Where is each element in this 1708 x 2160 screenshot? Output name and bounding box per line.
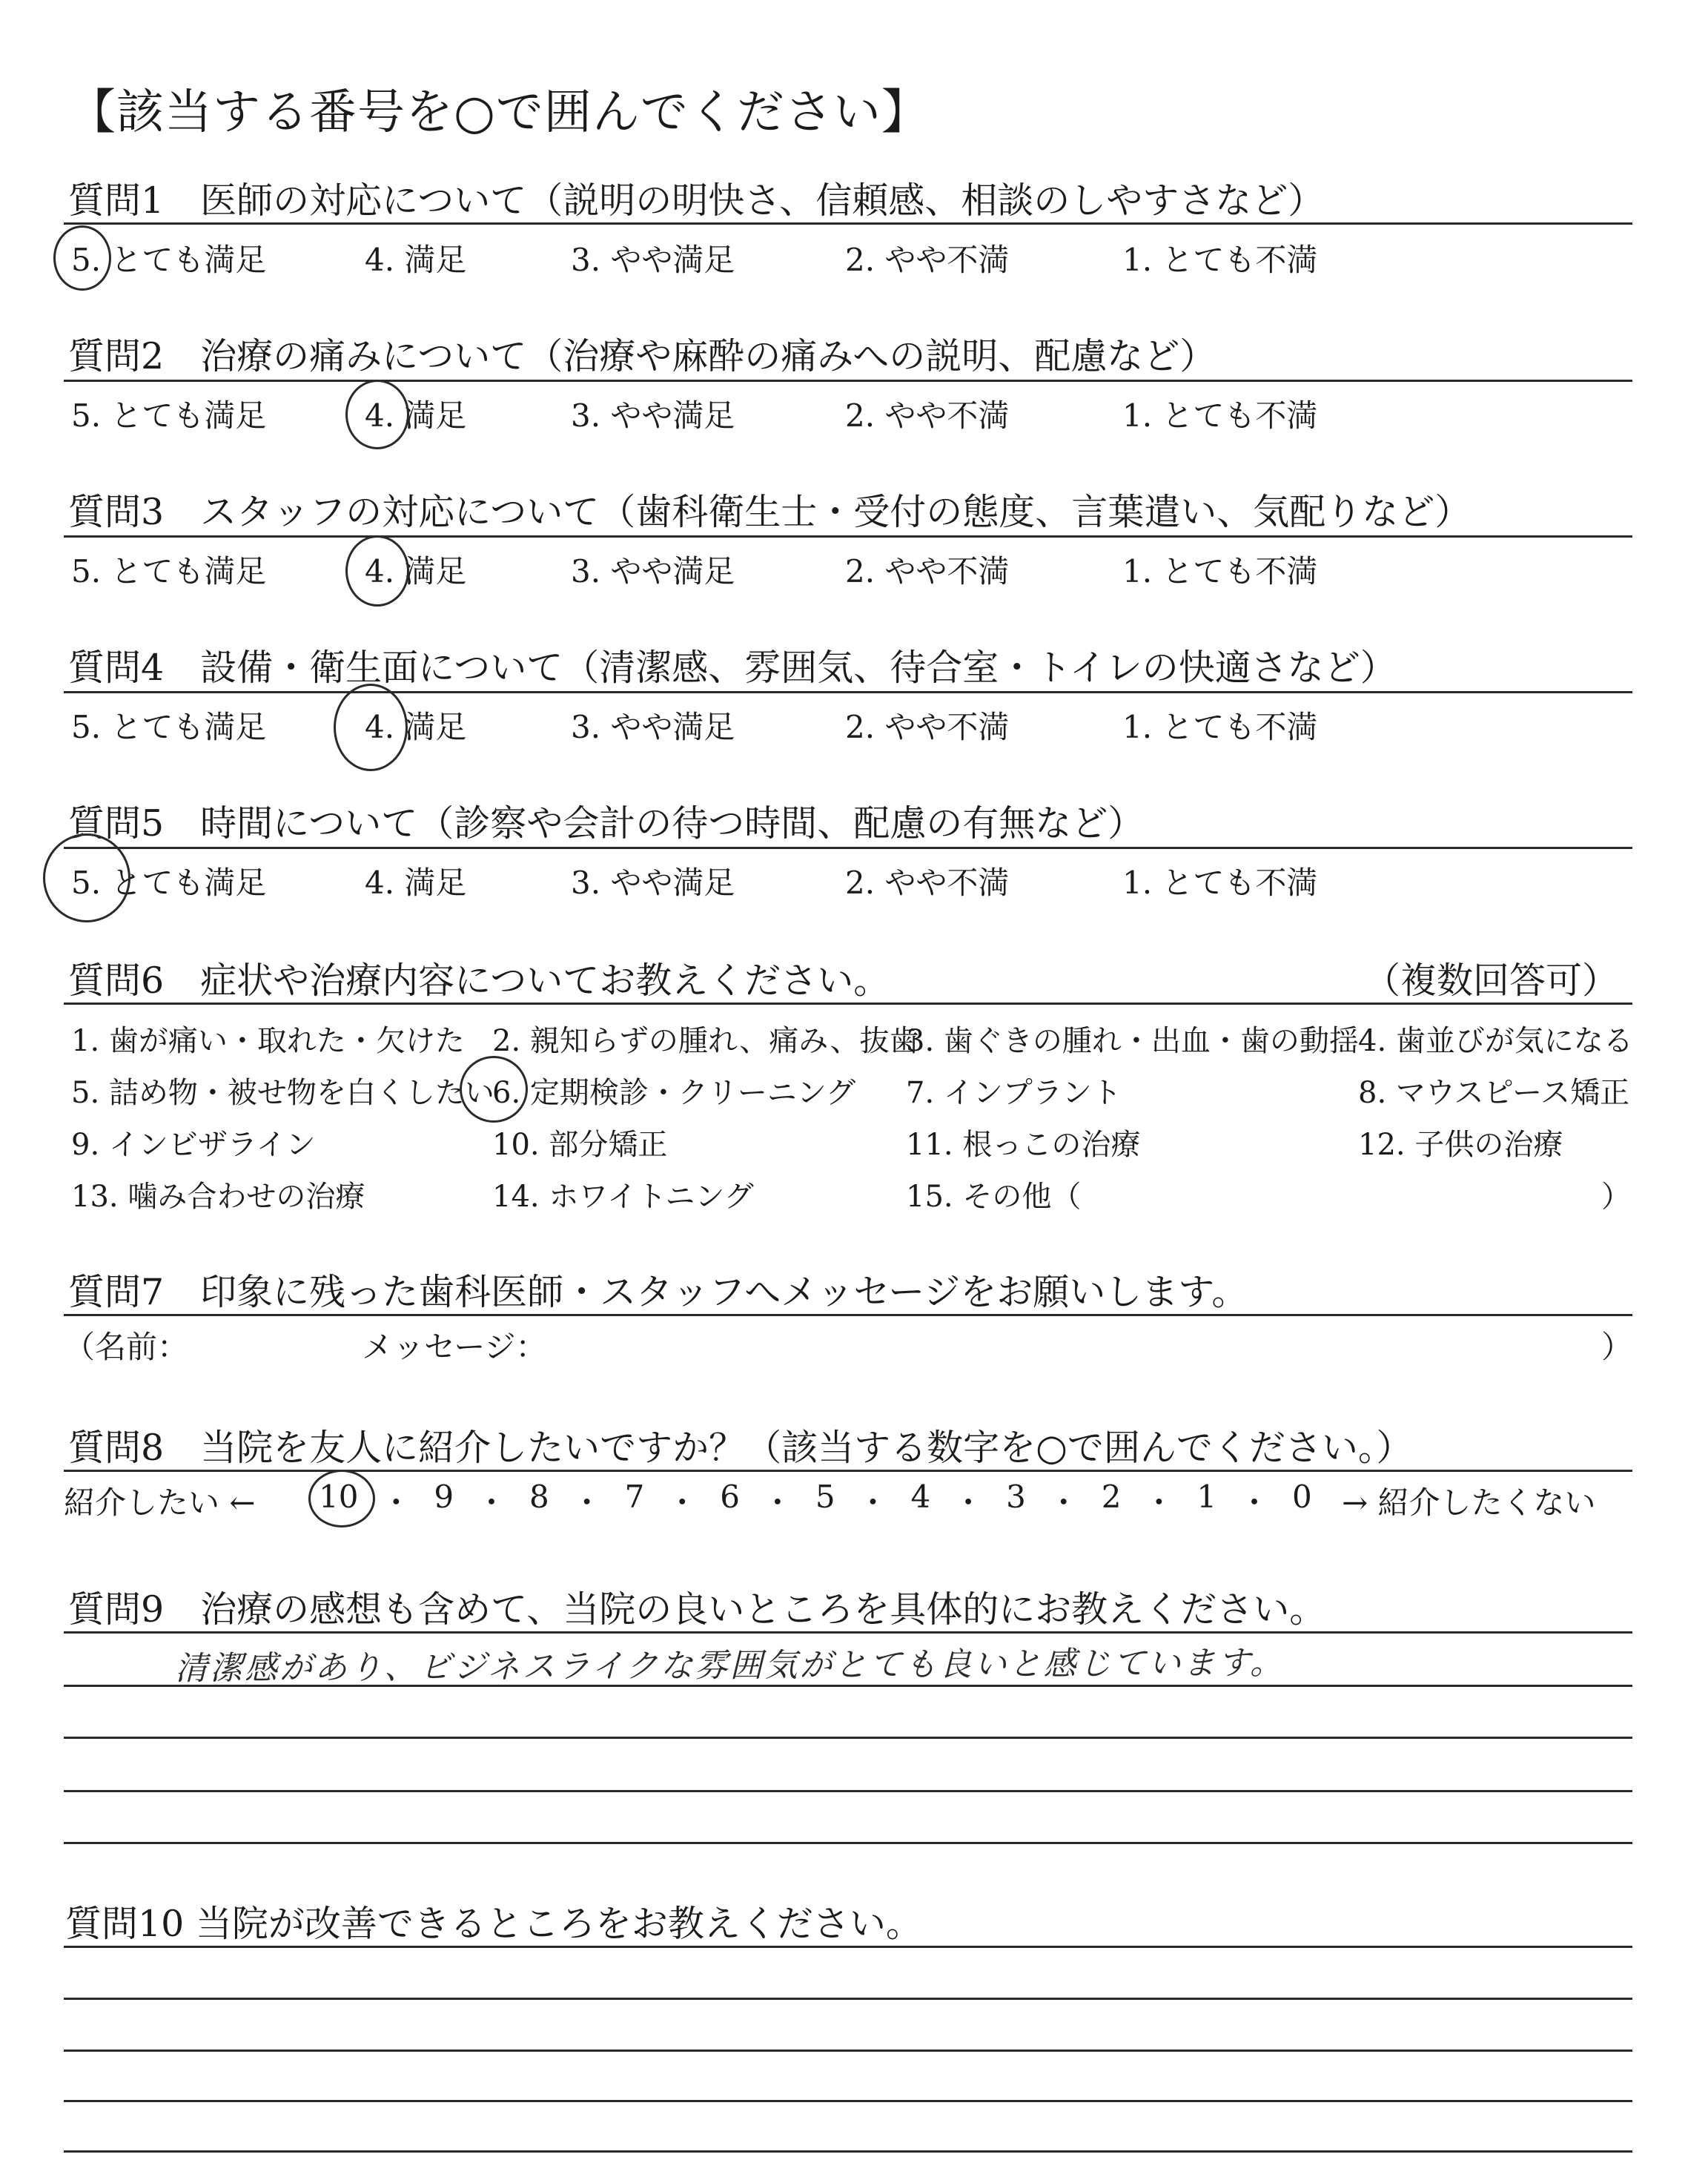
q1-option-2[interactable]: 2. やや不満 <box>845 242 1010 278</box>
scale-3[interactable]: 3 <box>1006 1479 1026 1515</box>
question-6: 質問6 症状や治療内容についてお教えください。 <box>68 960 890 1002</box>
q6-option-2[interactable]: 2. 親知らずの腫れ、痛み、抜歯 <box>492 1024 919 1058</box>
question-4: 質問4 設備・衛生面について（清潔感、雰囲気、待合室・トイレの快適さなど） <box>68 647 1397 689</box>
scale-4[interactable]: 4 <box>910 1479 931 1515</box>
q5-option-5[interactable]: 5. とても満足 <box>71 865 267 901</box>
recommend-scale <box>319 1479 1312 1523</box>
not-recommend-label: → 紹介したくない <box>1342 1484 1596 1521</box>
selection-circle <box>460 1056 528 1123</box>
page-title: 【該当する番号を○で囲んでください】 <box>68 85 930 140</box>
q6-option-10[interactable]: 10. 部分矯正 <box>492 1128 668 1162</box>
q6-option-14[interactable]: 14. ホワイトニング <box>492 1180 754 1214</box>
q3-option-3[interactable]: 3. やや満足 <box>571 553 735 589</box>
scale-8[interactable]: 8 <box>529 1479 549 1515</box>
question-10: 質問10 当院が改善できるところをお教えください。 <box>65 1903 922 1945</box>
selection-circle <box>308 1470 375 1527</box>
scale-dot: ・ <box>380 1484 412 1521</box>
q6-option-13[interactable]: 13. 噛み合わせの治療 <box>71 1180 365 1214</box>
q6-option-12[interactable]: 12. 子供の治療 <box>1358 1128 1563 1162</box>
divider <box>64 691 1632 693</box>
q3-option-5[interactable]: 5. とても満足 <box>71 553 267 589</box>
scale-dot: ・ <box>571 1484 603 1521</box>
message-close-paren: ） <box>1601 1329 1633 1365</box>
q5-option-1[interactable]: 1. とても不満 <box>1122 865 1318 901</box>
answer-line <box>64 1737 1632 1739</box>
other-close-paren: ） <box>1601 1180 1631 1214</box>
scale-0[interactable]: 0 <box>1291 1479 1312 1515</box>
q6-option-15[interactable]: 15. その他（ <box>906 1180 1082 1214</box>
question-3: 質問3 スタッフの対応について（歯科衛生士・受付の態度、言葉遣い、気配りなど） <box>68 491 1472 533</box>
handwritten-answer: 清潔感があり、ビジネスライクな雰囲気がとても良いと感じています。 <box>174 1644 1285 1688</box>
scale-9[interactable]: 9 <box>434 1479 454 1515</box>
divider <box>64 847 1632 849</box>
question-9: 質問9 治療の感想も含めて、当院の良いところを具体的にお教えください。 <box>68 1588 1326 1631</box>
answer-line <box>64 2050 1632 2052</box>
q4-option-3[interactable]: 3. やや満足 <box>571 709 735 745</box>
q6-option-6[interactable]: 6. 定期検診・クリーニング <box>492 1076 856 1110</box>
q1-option-5[interactable]: 5. とても満足 <box>71 242 267 278</box>
q1-option-3[interactable]: 3. やや満足 <box>571 242 735 278</box>
q6-option-5[interactable]: 5. 詰め物・被せ物を白くしたい <box>71 1076 494 1110</box>
q6-option-3[interactable]: 3. 歯ぐきの腫れ・出血・歯の動揺 <box>906 1024 1359 1058</box>
scale-7[interactable]: 7 <box>624 1479 645 1515</box>
divider <box>64 1631 1632 1634</box>
q4-option-4[interactable]: 4. 満足 <box>365 709 467 745</box>
q3-option-4[interactable]: 4. 満足 <box>365 553 467 589</box>
name-label: （名前： <box>64 1329 189 1365</box>
q2-option-1[interactable]: 1. とても不満 <box>1122 397 1318 434</box>
q3-option-1[interactable]: 1. とても不満 <box>1122 553 1318 589</box>
q2-option-5[interactable]: 5. とても満足 <box>71 397 267 434</box>
divider <box>64 222 1632 225</box>
q6-option-8[interactable]: 8. マウスピース矯正 <box>1358 1076 1630 1110</box>
answer-line <box>64 1946 1632 1948</box>
scale-10[interactable]: 10 <box>319 1479 359 1515</box>
scale-6[interactable]: 6 <box>720 1479 740 1515</box>
q2-option-3[interactable]: 3. やや満足 <box>571 397 735 434</box>
answer-line <box>64 1998 1632 2000</box>
selection-circle <box>53 225 111 291</box>
scale-1[interactable]: 1 <box>1196 1479 1217 1515</box>
scale-dot: ・ <box>476 1484 508 1521</box>
selection-circle <box>345 535 409 607</box>
divider <box>64 1470 1632 1472</box>
answer-line <box>64 1842 1632 1844</box>
recommend-label: 紹介したい ← <box>64 1484 256 1521</box>
q4-option-5[interactable]: 5. とても満足 <box>71 709 267 745</box>
question-2: 質問2 治療の痛みについて（治療や麻酔の痛みへの説明、配慮など） <box>68 335 1217 377</box>
scale-dot: ・ <box>666 1484 698 1521</box>
question-1: 質問1 医師の対応について（説明の明快さ、信頼感、相談のしやすさなど） <box>68 179 1325 222</box>
divider <box>64 1314 1632 1316</box>
q1-option-4[interactable]: 4. 満足 <box>365 242 467 278</box>
answer-line <box>64 2100 1632 2102</box>
scale-dot: ・ <box>1143 1484 1175 1521</box>
multiple-answers-note: （複数回答可） <box>1364 960 1619 1002</box>
divider <box>64 380 1632 382</box>
selection-circle <box>334 684 408 771</box>
scale-dot: ・ <box>1239 1484 1271 1521</box>
q2-option-4[interactable]: 4. 満足 <box>365 397 467 434</box>
q2-option-2[interactable]: 2. やや不満 <box>845 397 1010 434</box>
selection-circle <box>43 833 130 922</box>
scale-dot: ・ <box>857 1484 889 1521</box>
question-5: 質問5 時間について（診察や会計の待つ時間、配慮の有無など） <box>68 802 1145 845</box>
answer-line <box>64 1685 1632 1687</box>
q5-option-4[interactable]: 4. 満足 <box>365 865 467 901</box>
scale-dot: ・ <box>1047 1484 1079 1521</box>
q4-option-2[interactable]: 2. やや不満 <box>845 709 1010 745</box>
q5-option-3[interactable]: 3. やや満足 <box>571 865 735 901</box>
q6-option-9[interactable]: 9. インビザライン <box>71 1128 316 1162</box>
q3-option-2[interactable]: 2. やや不満 <box>845 553 1010 589</box>
scale-dot: ・ <box>761 1484 793 1521</box>
answer-line <box>64 2150 1632 2153</box>
scale-5[interactable]: 5 <box>815 1479 835 1515</box>
scale-2[interactable]: 2 <box>1101 1479 1122 1515</box>
scale-dot: ・ <box>953 1484 984 1521</box>
q6-option-7[interactable]: 7. インプラント <box>906 1076 1122 1110</box>
selection-circle <box>345 380 409 449</box>
q5-option-2[interactable]: 2. やや不満 <box>845 865 1010 901</box>
question-8: 質問8 当院を友人に紹介したいですか？（該当する数字を○で囲んでください。） <box>68 1427 1413 1469</box>
divider <box>64 535 1632 538</box>
q1-option-1[interactable]: 1. とても不満 <box>1122 242 1318 278</box>
question-7: 質問7 印象に残った歯科医師・スタッフへメッセージをお願いします。 <box>68 1271 1248 1313</box>
divider <box>64 1003 1632 1005</box>
q6-option-11[interactable]: 11. 根っこの治療 <box>906 1128 1141 1162</box>
answer-line <box>64 1790 1632 1792</box>
message-label: メッセージ： <box>362 1329 547 1365</box>
q4-option-1[interactable]: 1. とても不満 <box>1122 709 1318 745</box>
q6-option-1[interactable]: 1. 歯が痛い・取れた・欠けた <box>71 1024 465 1058</box>
q6-option-4[interactable]: 4. 歯並びが気になる <box>1358 1024 1633 1058</box>
